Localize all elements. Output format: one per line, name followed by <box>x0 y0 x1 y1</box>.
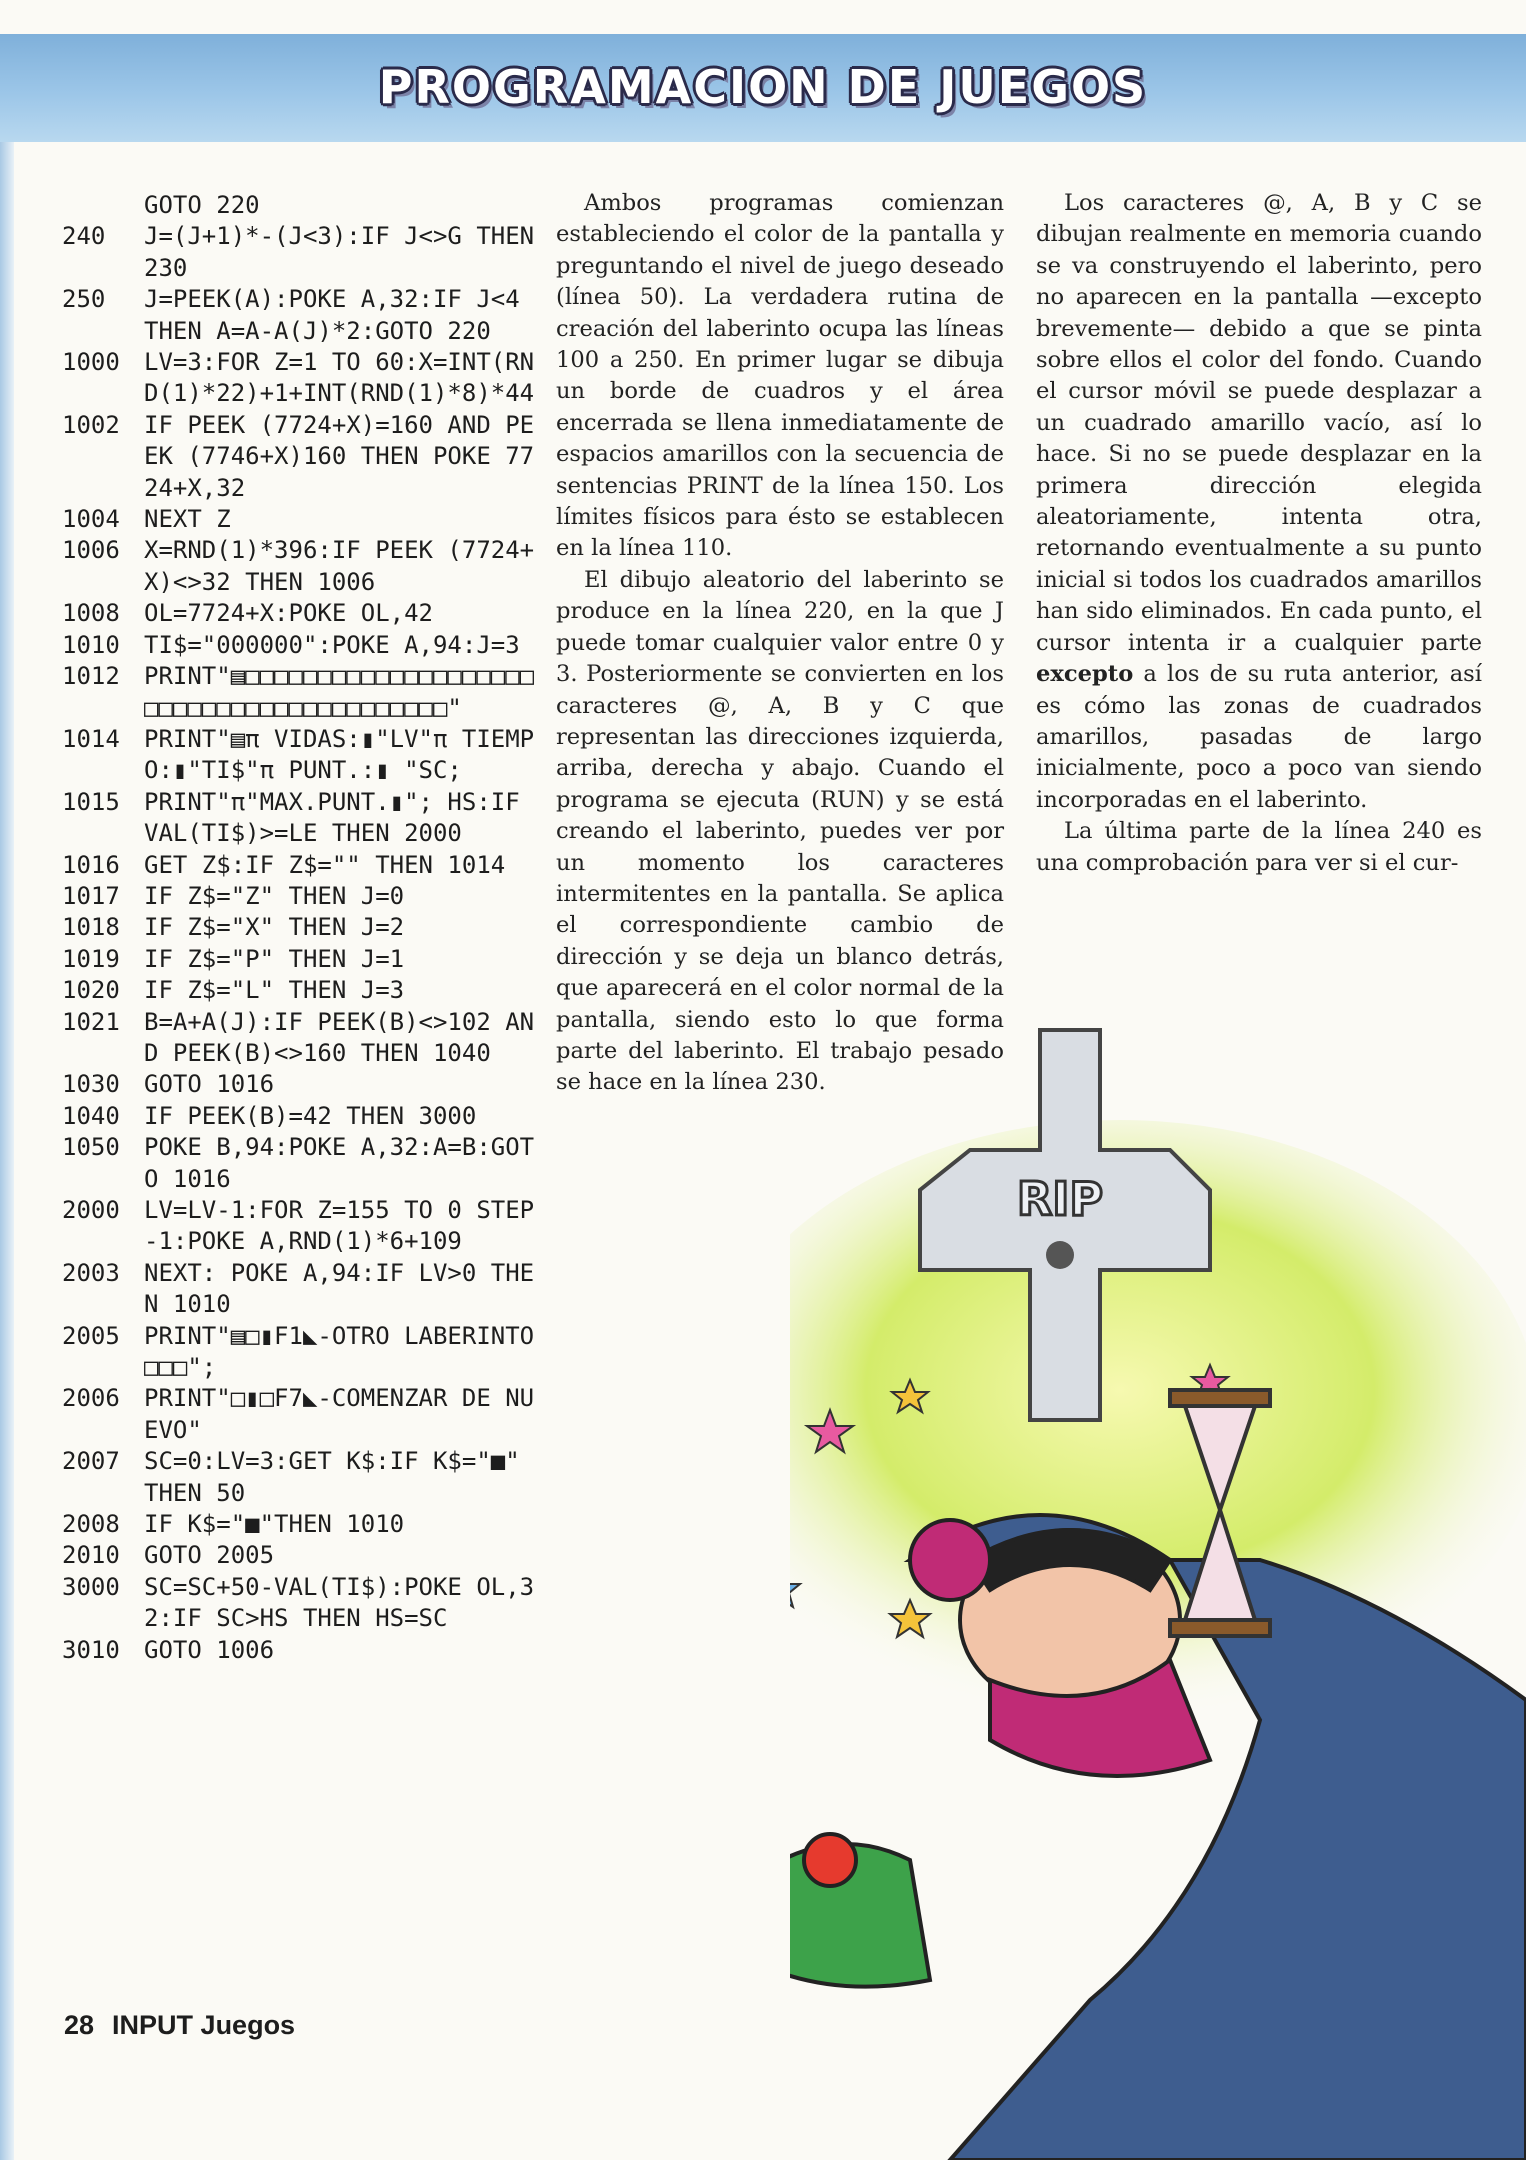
line-number: 1021 <box>62 1007 120 1036</box>
code-line <box>62 190 542 221</box>
code-line <box>62 1321 542 1384</box>
statement: IF Z$="X" THEN J=2 <box>144 913 405 942</box>
line-number: 1016 <box>62 850 120 879</box>
line-number: 2005 <box>62 1321 120 1350</box>
tombstone-label: RIP <box>1016 1172 1104 1226</box>
code-line <box>62 410 542 504</box>
code-line <box>62 504 542 535</box>
statement: NEXT: POKE A,94:IF LV>0 THEN 1010 <box>144 1258 535 1319</box>
code-line <box>62 944 542 975</box>
paragraph: El dibujo aleatorio del laberinto se produce en la línea 220, en la que J puede tomar cualquier valor entre 0 y 3. Posteriormente se convierten en los caracteres @, A, B y C que representan las direcciones izquierda, arriba, derecha y abajo. Cuando el programa se ejecuta (RUN) y se está creando el laberinto, puedes ver por un momento los caracteres intermitentes en la pantalla. Se aplica el correspondiente cambio de dirección y se deja un blanco detrás, que aparecerá en el color normal de la pantalla, siendo esto lo que forma parte del laberinto. El trabajo pesado se hace en la línea 230. <box>556 566 1004 1096</box>
code-line <box>62 1635 542 1666</box>
statement: IF Z$="Z" THEN J=0 <box>144 881 405 910</box>
statement: GOTO 220 <box>144 191 260 219</box>
code-line <box>62 347 542 410</box>
page-number: 28 <box>64 2010 95 2040</box>
line-number: 2007 <box>62 1447 120 1476</box>
statement: LV=3:FOR Z=1 TO 60:X=INT(RND(1)*22)+1+INT(RND(1)*8)*44 <box>144 348 535 408</box>
paragraph <box>1036 188 1482 816</box>
statement: SC=0:LV=3:GET K$:IF K$="■" THEN 50 <box>144 1447 520 1507</box>
line-number: 1014 <box>62 724 120 753</box>
line-number: 240 <box>62 222 106 251</box>
code-line <box>62 1540 542 1571</box>
code-line <box>62 1509 542 1540</box>
header-banner <box>0 34 1526 142</box>
line-number: 1050 <box>62 1133 120 1162</box>
statement: PRINT"□▮□F7◣-COMENZAR DE NUEVO" <box>144 1384 535 1444</box>
code-line <box>62 787 542 850</box>
bold-text: excepto <box>1036 661 1134 688</box>
line-number: 1006 <box>62 536 120 565</box>
statement: SC=SC+50-VAL(TI$):POKE OL,32:IF SC>HS THEN HS=SC <box>144 1572 535 1633</box>
statement: J=(J+1)*-(J<3):IF J<>G THEN 230 <box>144 222 535 282</box>
code-line <box>62 1446 542 1509</box>
code-line <box>62 630 542 661</box>
page-footer <box>64 2010 295 2041</box>
statement: J=PEEK(A):POKE A,32:IF J<4 THEN A=A-A(J)*2:GOTO 220 <box>144 285 520 345</box>
statement: PRINT"π"MAX.PUNT.▮"; HS:IF VAL(TI$)>=LE THEN 2000 <box>144 787 520 848</box>
code-line <box>62 1383 542 1446</box>
code-line <box>62 881 542 912</box>
text-run: a los de su ruta anterior, así es cómo las zonas de cuadrados amarillos, pasadas de largo inicialmente, poco a poco van siendo incorporadas en el laberinto. <box>1036 661 1482 813</box>
line-number: 1020 <box>62 976 120 1005</box>
statement: PRINT"▤□▮F1◣-OTRO LABERINTO□□□"; <box>144 1321 535 1382</box>
line-number: 1018 <box>62 913 120 942</box>
line-number: 2003 <box>62 1258 120 1287</box>
line-number: 1012 <box>62 662 120 691</box>
skull-icon <box>1046 1241 1074 1269</box>
statement: GOTO 1016 <box>144 1070 275 1099</box>
code-listing <box>62 190 542 1666</box>
statement: IF PEEK (7724+X)=160 AND PEEK (7746+X)160 THEN POKE 7724+X,32 <box>144 410 535 502</box>
code-line <box>62 1007 542 1070</box>
line-number: 2006 <box>62 1384 120 1413</box>
statement: POKE B,94:POKE A,32:A=B:GOTO 1016 <box>144 1133 535 1193</box>
statement: IF Z$="L" THEN J=3 <box>144 976 405 1005</box>
line-number: 1019 <box>62 944 120 973</box>
statement: NEXT Z <box>144 505 231 534</box>
statement: PRINT"▤π VIDAS:▮"LV"π TIEMPO:▮"TI$"π PUNT.:▮ "SC; <box>144 724 535 785</box>
text-column-3 <box>1036 188 1482 879</box>
code-line <box>62 912 542 943</box>
code-line <box>62 535 542 598</box>
code-line <box>62 1258 542 1321</box>
text-run: Los caracteres @, A, B y C se dibujan realmente en memoria cuando se va construyendo el laberinto, pero no aparecen en la pantalla —excepto brevemente— debido a que se pinta sobre ellos el color del fondo. Cuando el cursor móvil se puede desplazar a un cuadrado amarillo vacío, así lo hace. Si no se puede desplazar en la primera dirección elegida aleatoriamente, intenta otra, retornando eventualmente a su punto inicial si todos los cuadrados amarillos han sido eliminados. En cada punto, el cursor intenta ir a cualquier parte <box>1036 190 1482 656</box>
paragraph: Ambos programas comienzan estableciendo el color de la pantalla y preguntando el nivel de juego deseado (línea 50). La verdadera rutina de creación del laberinto ocupa las líneas 100 a 250. En primer lugar se dibuja un borde de cuadros y el área encerrada se llena inmediatamente de espacios amarillos con la secuencia de sentencias PRINT de la línea 150. Los límites físicos para ésto se establecen en la línea 110. <box>556 190 1004 562</box>
line-number: 2008 <box>62 1510 120 1539</box>
text-column-2 <box>556 188 1004 1099</box>
line-number: 2010 <box>62 1541 120 1570</box>
line-number: 2000 <box>62 1196 120 1224</box>
code-line <box>62 850 542 881</box>
line-number: 1010 <box>62 630 120 659</box>
publication-name: INPUT Juegos <box>112 2010 296 2040</box>
statement: LV=LV-1:FOR Z=155 TO 0 STEP-1:POKE A,RND(1)*6+109 <box>144 1196 535 1256</box>
line-number: 3010 <box>62 1635 120 1664</box>
line-number: 1004 <box>62 505 120 534</box>
line-number: 1008 <box>62 599 120 628</box>
statement: GET Z$:IF Z$="" THEN 1014 <box>144 850 506 879</box>
line-number <box>62 190 144 221</box>
statement: TI$="000000":POKE A,94:J=3 <box>144 630 520 659</box>
statement: OL=7724+X:POKE OL,42 <box>144 599 433 628</box>
paragraph: La última parte de la línea 240 es una comprobación para ver si el cur- <box>1036 818 1482 876</box>
statement: IF Z$="P" THEN J=1 <box>144 944 405 973</box>
statement: GOTO 2005 <box>144 1541 275 1570</box>
side-strip <box>0 142 14 2160</box>
statement: IF K$="■"THEN 1010 <box>144 1510 405 1539</box>
code-line <box>62 221 542 284</box>
code-line <box>62 1101 542 1132</box>
line-number: 1000 <box>62 348 120 377</box>
code-line <box>62 1069 542 1100</box>
line-number: 1040 <box>62 1101 120 1130</box>
code-line <box>62 284 542 347</box>
code-line <box>62 598 542 629</box>
line-number: 3000 <box>62 1572 120 1601</box>
code-line <box>62 975 542 1006</box>
statement: B=A+A(J):IF PEEK(B)<>102 AND PEEK(B)<>160 THEN 1040 <box>144 1007 535 1067</box>
statement: IF PEEK(B)=42 THEN 3000 <box>144 1101 477 1130</box>
code-line <box>62 724 542 787</box>
code-line <box>62 661 542 724</box>
line-number: 1030 <box>62 1070 120 1099</box>
page-title: PROGRAMACION DE JUEGOS <box>378 60 1148 114</box>
line-number: 1017 <box>62 881 120 910</box>
code-line <box>62 1195 542 1258</box>
line-number: 1002 <box>62 410 120 439</box>
code-line <box>62 1132 542 1195</box>
pirate-illustration <box>790 1000 1526 2160</box>
line-number: 250 <box>62 285 106 314</box>
statement: PRINT"▤□□□□□□□□□□□□□□□□□□□□□□□□□□□□□□□□□□□□□□□□□" <box>144 662 535 722</box>
line-number: 1015 <box>62 787 120 816</box>
statement: X=RND(1)*396:IF PEEK (7724+X)<>32 THEN 1006 <box>144 536 535 596</box>
code-line <box>62 1572 542 1635</box>
statement: GOTO 1006 <box>144 1635 275 1664</box>
